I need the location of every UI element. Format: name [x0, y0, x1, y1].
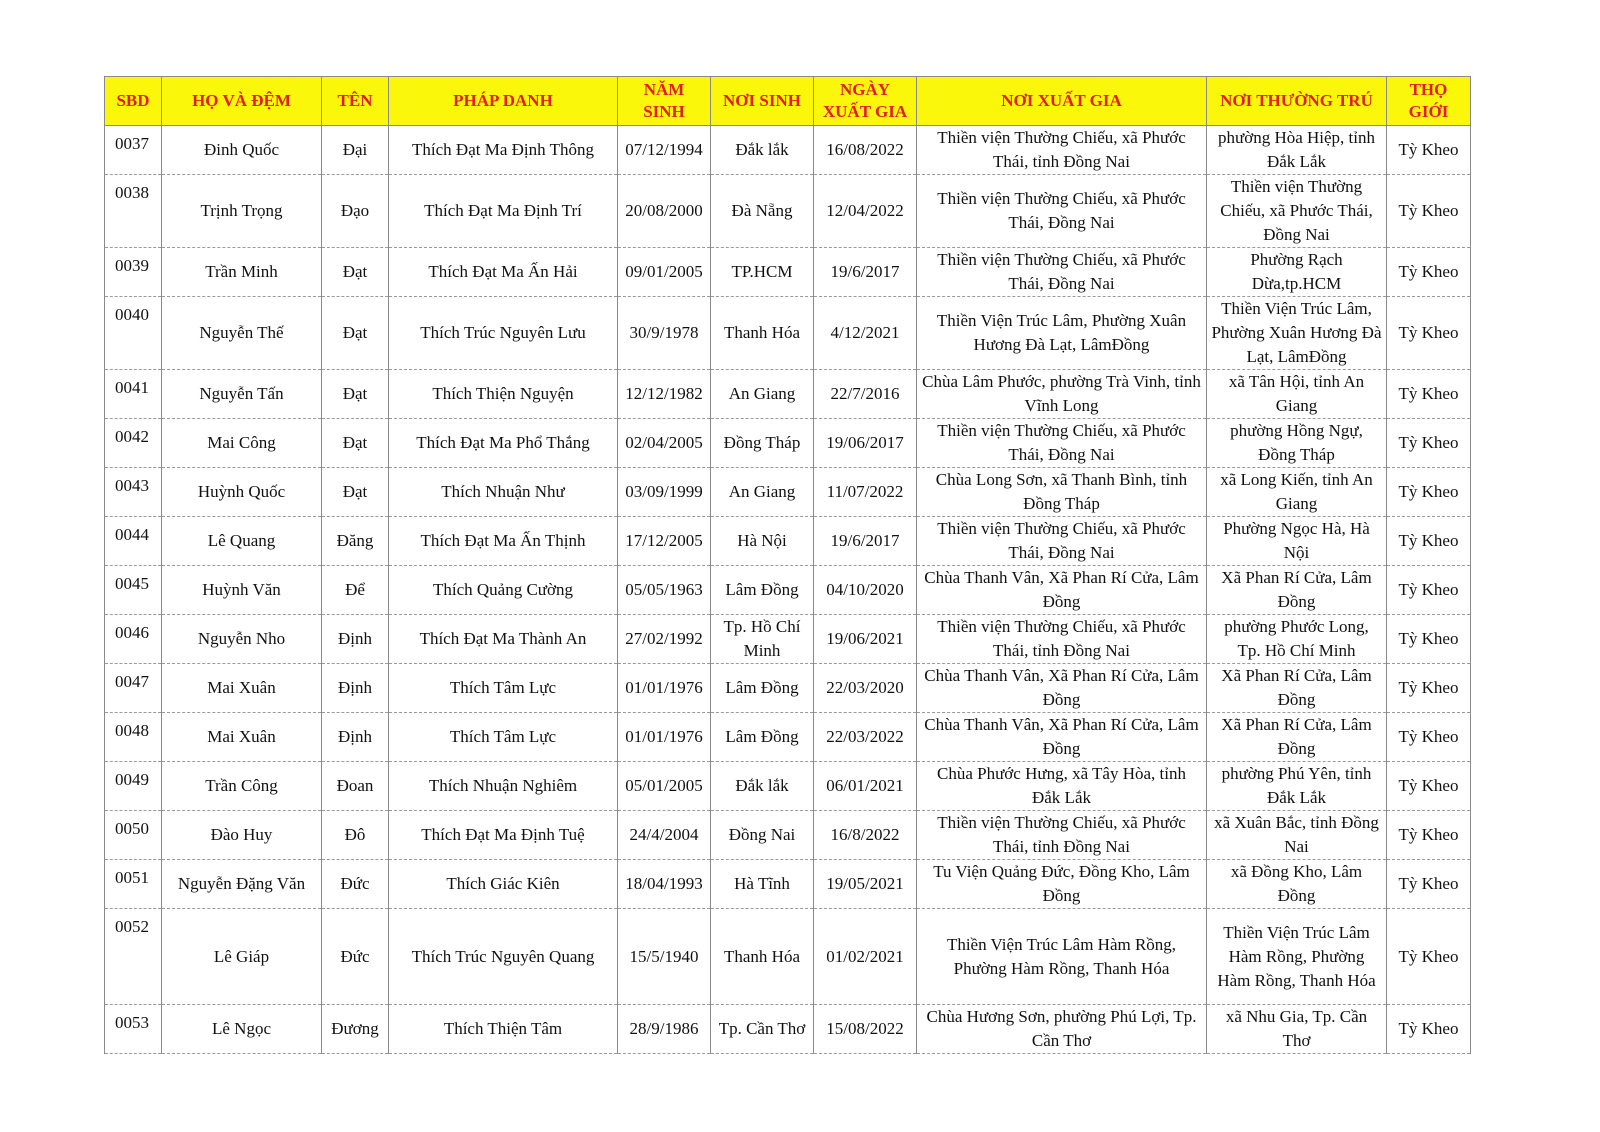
sbd-cell: 0040 [105, 297, 162, 370]
ten-cell: Đăng [322, 517, 389, 566]
ho-dem-cell: Lê Giáp [162, 909, 322, 1005]
sbd-cell: 0037 [105, 126, 162, 175]
tho-gioi-cell: Tỳ Kheo [1387, 713, 1471, 762]
ten-cell: Đạt [322, 248, 389, 297]
sbd-cell: 0043 [105, 468, 162, 517]
noi-xuat-gia-cell: Thiền viện Thường Chiếu, xã Phước Thái, tỉnh Đồng Nai [917, 615, 1207, 664]
col-header-ten: TÊN [322, 77, 389, 126]
col-header-nam-sinh: NĂM SINH [618, 77, 711, 126]
noi-sinh-cell: Đắk lắk [711, 126, 814, 175]
ten-cell: Đại [322, 126, 389, 175]
noi-xuat-gia-cell: Tu Viện Quảng Đức, Đồng Kho, Lâm Đồng [917, 860, 1207, 909]
phap-danh-cell: Thích Đạt Ma Định Thông [389, 126, 618, 175]
sbd-cell: 0053 [105, 1005, 162, 1054]
tho-gioi-cell: Tỳ Kheo [1387, 860, 1471, 909]
tho-gioi-cell: Tỳ Kheo [1387, 248, 1471, 297]
col-header-noi-xuat-gia: NƠI XUẤT GIA [917, 77, 1207, 126]
ho-dem-cell: Đinh Quốc [162, 126, 322, 175]
noi-thuong-tru-cell: xã Đồng Kho, Lâm Đồng [1207, 860, 1387, 909]
nam-sinh-cell: 12/12/1982 [618, 370, 711, 419]
col-header-ngay-xuat-gia: NGÀY XUẤT GIA [814, 77, 917, 126]
ten-cell: Đô [322, 811, 389, 860]
sbd-cell: 0044 [105, 517, 162, 566]
noi-sinh-cell: Đồng Tháp [711, 419, 814, 468]
ten-cell: Đức [322, 860, 389, 909]
phap-danh-cell: Thích Đạt Ma Thành An [389, 615, 618, 664]
nam-sinh-cell: 17/12/2005 [618, 517, 711, 566]
table-row [105, 1005, 1471, 1054]
tho-gioi-cell: Tỳ Kheo [1387, 297, 1471, 370]
phap-danh-cell: Thích Nhuận Nghiêm [389, 762, 618, 811]
noi-sinh-cell: Đà Nẵng [711, 175, 814, 248]
noi-sinh-cell: Hà Tĩnh [711, 860, 814, 909]
sbd-cell: 0052 [105, 909, 162, 1005]
noi-thuong-tru-cell: xã Xuân Bắc, tỉnh Đồng Nai [1207, 811, 1387, 860]
nam-sinh-cell: 01/01/1976 [618, 664, 711, 713]
ho-dem-cell: Nguyễn Thế [162, 297, 322, 370]
ho-dem-cell: Nguyễn Đặng Văn [162, 860, 322, 909]
col-header-phap-danh: PHÁP DANH [389, 77, 618, 126]
header-row [105, 77, 1471, 126]
noi-sinh-cell: Lâm Đồng [711, 566, 814, 615]
ngay-xuat-gia-cell: 11/07/2022 [814, 468, 917, 517]
noi-xuat-gia-cell: Thiền viện Thường Chiếu, xã Phước Thái, Đồng Nai [917, 175, 1207, 248]
sbd-cell: 0050 [105, 811, 162, 860]
nam-sinh-cell: 30/9/1978 [618, 297, 711, 370]
ngay-xuat-gia-cell: 16/8/2022 [814, 811, 917, 860]
phap-danh-cell: Thích Quảng Cường [389, 566, 618, 615]
ngay-xuat-gia-cell: 19/6/2017 [814, 517, 917, 566]
candidate-table [104, 76, 1471, 1054]
phap-danh-cell: Thích Tâm Lực [389, 664, 618, 713]
noi-xuat-gia-cell: Chùa Hương Sơn, phường Phú Lợi, Tp. Cần Thơ [917, 1005, 1207, 1054]
ten-cell: Đương [322, 1005, 389, 1054]
table-row [105, 615, 1471, 664]
noi-sinh-cell: An Giang [711, 370, 814, 419]
ho-dem-cell: Lê Quang [162, 517, 322, 566]
sbd-cell: 0049 [105, 762, 162, 811]
tho-gioi-cell: Tỳ Kheo [1387, 517, 1471, 566]
phap-danh-cell: Thích Tâm Lực [389, 713, 618, 762]
table-row [105, 517, 1471, 566]
noi-sinh-cell: Đắk lắk [711, 762, 814, 811]
noi-sinh-cell: An Giang [711, 468, 814, 517]
noi-xuat-gia-cell: Chùa Phước Hưng, xã Tây Hòa, tỉnh Đắk Lắk [917, 762, 1207, 811]
ten-cell: Định [322, 664, 389, 713]
table-row [105, 419, 1471, 468]
tho-gioi-cell: Tỳ Kheo [1387, 1005, 1471, 1054]
noi-thuong-tru-cell: Phường Rạch Dừa,tp.HCM [1207, 248, 1387, 297]
tho-gioi-cell: Tỳ Kheo [1387, 175, 1471, 248]
sbd-cell: 0045 [105, 566, 162, 615]
ten-cell: Đạt [322, 468, 389, 517]
ngay-xuat-gia-cell: 19/06/2017 [814, 419, 917, 468]
ho-dem-cell: Trần Công [162, 762, 322, 811]
ho-dem-cell: Huỳnh Văn [162, 566, 322, 615]
noi-thuong-tru-cell: Thiền Viện Trúc Lâm Hàm Rồng, Phường Hàm Rồng, Thanh Hóa [1207, 909, 1387, 1005]
table-row [105, 370, 1471, 419]
sbd-cell: 0042 [105, 419, 162, 468]
sbd-cell: 0051 [105, 860, 162, 909]
phap-danh-cell: Thích Thiện Nguyện [389, 370, 618, 419]
ten-cell: Để [322, 566, 389, 615]
table-row [105, 664, 1471, 713]
col-header-tho-gioi: THỌ GIỚI [1387, 77, 1471, 126]
ho-dem-cell: Lê Ngọc [162, 1005, 322, 1054]
ten-cell: Định [322, 713, 389, 762]
phap-danh-cell: Thích Đạt Ma Ấn Thịnh [389, 517, 618, 566]
ho-dem-cell: Mai Xuân [162, 713, 322, 762]
noi-sinh-cell: Tp. Hồ Chí Minh [711, 615, 814, 664]
tho-gioi-cell: Tỳ Kheo [1387, 811, 1471, 860]
nam-sinh-cell: 15/5/1940 [618, 909, 711, 1005]
nam-sinh-cell: 28/9/1986 [618, 1005, 711, 1054]
table-row [105, 713, 1471, 762]
noi-sinh-cell: TP.HCM [711, 248, 814, 297]
tho-gioi-cell: Tỳ Kheo [1387, 126, 1471, 175]
sbd-cell: 0041 [105, 370, 162, 419]
ten-cell: Định [322, 615, 389, 664]
phap-danh-cell: Thích Đạt Ma Định Tuệ [389, 811, 618, 860]
ten-cell: Đạt [322, 297, 389, 370]
tho-gioi-cell: Tỳ Kheo [1387, 762, 1471, 811]
ngay-xuat-gia-cell: 12/04/2022 [814, 175, 917, 248]
tho-gioi-cell: Tỳ Kheo [1387, 615, 1471, 664]
noi-xuat-gia-cell: Chùa Long Sơn, xã Thanh Bình, tỉnh Đồng Tháp [917, 468, 1207, 517]
tho-gioi-cell: Tỳ Kheo [1387, 468, 1471, 517]
ho-dem-cell: Mai Công [162, 419, 322, 468]
nam-sinh-cell: 09/01/2005 [618, 248, 711, 297]
noi-xuat-gia-cell: Thiền viện Thường Chiếu, xã Phước Thái, Đồng Nai [917, 248, 1207, 297]
sbd-cell: 0048 [105, 713, 162, 762]
noi-thuong-tru-cell: phường Hòa Hiệp, tỉnh Đắk Lắk [1207, 126, 1387, 175]
ho-dem-cell: Đào Huy [162, 811, 322, 860]
col-header-noi-sinh: NƠI SINH [711, 77, 814, 126]
table-row [105, 297, 1471, 370]
nam-sinh-cell: 01/01/1976 [618, 713, 711, 762]
phap-danh-cell: Thích Đạt Ma Định Trí [389, 175, 618, 248]
noi-thuong-tru-cell: Xã Phan Rí Cửa, Lâm Đồng [1207, 664, 1387, 713]
table-row [105, 762, 1471, 811]
nam-sinh-cell: 07/12/1994 [618, 126, 711, 175]
ngay-xuat-gia-cell: 4/12/2021 [814, 297, 917, 370]
table-row [105, 468, 1471, 517]
col-header-noi-thuong-tru: NƠI THƯỜNG TRÚ [1207, 77, 1387, 126]
ho-dem-cell: Trần Minh [162, 248, 322, 297]
sbd-cell: 0039 [105, 248, 162, 297]
tho-gioi-cell: Tỳ Kheo [1387, 370, 1471, 419]
noi-sinh-cell: Lâm Đồng [711, 713, 814, 762]
phap-danh-cell: Thích Trúc Nguyên Quang [389, 909, 618, 1005]
ngay-xuat-gia-cell: 22/7/2016 [814, 370, 917, 419]
phap-danh-cell: Thích Thiện Tâm [389, 1005, 618, 1054]
ten-cell: Đạt [322, 419, 389, 468]
tho-gioi-cell: Tỳ Kheo [1387, 909, 1471, 1005]
ho-dem-cell: Nguyễn Nho [162, 615, 322, 664]
ho-dem-cell: Nguyễn Tấn [162, 370, 322, 419]
noi-xuat-gia-cell: Thiền viện Thường Chiếu, xã Phước Thái, tỉnh Đồng Nai [917, 811, 1207, 860]
noi-sinh-cell: Đồng Nai [711, 811, 814, 860]
nam-sinh-cell: 02/04/2005 [618, 419, 711, 468]
noi-thuong-tru-cell: Phường Ngọc Hà, Hà Nội [1207, 517, 1387, 566]
ngay-xuat-gia-cell: 04/10/2020 [814, 566, 917, 615]
table-row [105, 175, 1471, 248]
noi-xuat-gia-cell: Thiền viện Thường Chiếu, xã Phước Thái, Đồng Nai [917, 419, 1207, 468]
noi-thuong-tru-cell: Thiền Viện Trúc Lâm, Phường Xuân Hương Đà Lạt, LâmĐồng [1207, 297, 1387, 370]
noi-thuong-tru-cell: Xã Phan Rí Cửa, Lâm Đồng [1207, 713, 1387, 762]
nam-sinh-cell: 20/08/2000 [618, 175, 711, 248]
nam-sinh-cell: 27/02/1992 [618, 615, 711, 664]
table-row [105, 909, 1471, 1005]
table-row [105, 811, 1471, 860]
phap-danh-cell: Thích Đạt Ma Phổ Thắng [389, 419, 618, 468]
phap-danh-cell: Thích Nhuận Như [389, 468, 618, 517]
ngay-xuat-gia-cell: 01/02/2021 [814, 909, 917, 1005]
phap-danh-cell: Thích Đạt Ma Ấn Hải [389, 248, 618, 297]
ngay-xuat-gia-cell: 06/01/2021 [814, 762, 917, 811]
sbd-cell: 0038 [105, 175, 162, 248]
ngay-xuat-gia-cell: 16/08/2022 [814, 126, 917, 175]
ngay-xuat-gia-cell: 22/03/2022 [814, 713, 917, 762]
ho-dem-cell: Trịnh Trọng [162, 175, 322, 248]
col-header-ho-dem: HỌ VÀ ĐỆM [162, 77, 322, 126]
ngay-xuat-gia-cell: 19/05/2021 [814, 860, 917, 909]
col-header-sbd: SBD [105, 77, 162, 126]
ten-cell: Đạt [322, 370, 389, 419]
noi-xuat-gia-cell: Chùa Thanh Vân, Xã Phan Rí Cửa, Lâm Đồng [917, 566, 1207, 615]
phap-danh-cell: Thích Giác Kiên [389, 860, 618, 909]
ngay-xuat-gia-cell: 15/08/2022 [814, 1005, 917, 1054]
noi-sinh-cell: Lâm Đồng [711, 664, 814, 713]
noi-thuong-tru-cell: Xã Phan Rí Cửa, Lâm Đồng [1207, 566, 1387, 615]
table-row [105, 860, 1471, 909]
noi-sinh-cell: Thanh Hóa [711, 297, 814, 370]
noi-xuat-gia-cell: Chùa Thanh Vân, Xã Phan Rí Cửa, Lâm Đồng [917, 664, 1207, 713]
phap-danh-cell: Thích Trúc Nguyên Lưu [389, 297, 618, 370]
table-row [105, 566, 1471, 615]
noi-thuong-tru-cell: xã Long Kiến, tỉnh An Giang [1207, 468, 1387, 517]
noi-xuat-gia-cell: Thiền viện Thường Chiếu, xã Phước Thái, Đồng Nai [917, 517, 1207, 566]
noi-thuong-tru-cell: xã Tân Hội, tỉnh An Giang [1207, 370, 1387, 419]
noi-thuong-tru-cell: phường Phú Yên, tỉnh Đắk Lắk [1207, 762, 1387, 811]
noi-thuong-tru-cell: xã Nhu Gia, Tp. Cần Thơ [1207, 1005, 1387, 1054]
noi-sinh-cell: Thanh Hóa [711, 909, 814, 1005]
ho-dem-cell: Mai Xuân [162, 664, 322, 713]
noi-thuong-tru-cell: Thiền viện Thường Chiếu, xã Phước Thái, Đồng Nai [1207, 175, 1387, 248]
sbd-cell: 0046 [105, 615, 162, 664]
noi-sinh-cell: Hà Nội [711, 517, 814, 566]
ngay-xuat-gia-cell: 19/06/2021 [814, 615, 917, 664]
ho-dem-cell: Huỳnh Quốc [162, 468, 322, 517]
noi-thuong-tru-cell: phường Phước Long, Tp. Hồ Chí Minh [1207, 615, 1387, 664]
nam-sinh-cell: 03/09/1999 [618, 468, 711, 517]
ten-cell: Đoan [322, 762, 389, 811]
noi-thuong-tru-cell: phường Hồng Ngự, Đồng Tháp [1207, 419, 1387, 468]
ngay-xuat-gia-cell: 22/03/2020 [814, 664, 917, 713]
tho-gioi-cell: Tỳ Kheo [1387, 664, 1471, 713]
noi-xuat-gia-cell: Chùa Lâm Phước, phường Trà Vinh, tỉnh Vĩnh Long [917, 370, 1207, 419]
tho-gioi-cell: Tỳ Kheo [1387, 419, 1471, 468]
ngay-xuat-gia-cell: 19/6/2017 [814, 248, 917, 297]
nam-sinh-cell: 05/01/2005 [618, 762, 711, 811]
sbd-cell: 0047 [105, 664, 162, 713]
ten-cell: Đức [322, 909, 389, 1005]
table-row [105, 126, 1471, 175]
table-row [105, 248, 1471, 297]
noi-xuat-gia-cell: Chùa Thanh Vân, Xã Phan Rí Cửa, Lâm Đồng [917, 713, 1207, 762]
nam-sinh-cell: 18/04/1993 [618, 860, 711, 909]
ten-cell: Đạo [322, 175, 389, 248]
tho-gioi-cell: Tỳ Kheo [1387, 566, 1471, 615]
noi-xuat-gia-cell: Thiền Viện Trúc Lâm, Phường Xuân Hương Đà Lạt, LâmĐồng [917, 297, 1207, 370]
noi-xuat-gia-cell: Thiền viện Thường Chiếu, xã Phước Thái, tỉnh Đồng Nai [917, 126, 1207, 175]
noi-xuat-gia-cell: Thiền Viện Trúc Lâm Hàm Rồng, Phường Hàm Rồng, Thanh Hóa [917, 909, 1207, 1005]
nam-sinh-cell: 24/4/2004 [618, 811, 711, 860]
noi-sinh-cell: Tp. Cần Thơ [711, 1005, 814, 1054]
nam-sinh-cell: 05/05/1963 [618, 566, 711, 615]
